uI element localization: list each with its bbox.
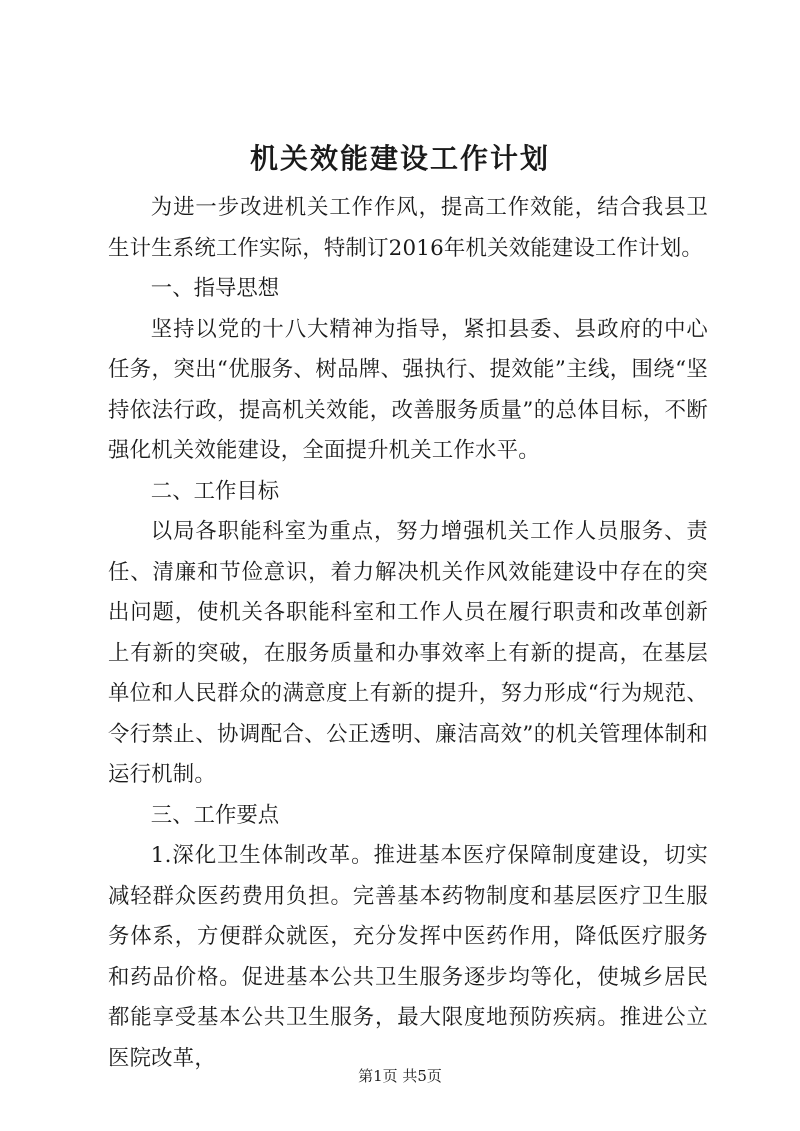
page-indicator: 第1页 共5页 bbox=[358, 1067, 442, 1085]
intro-paragraph: 为进一步改进机关工作作风，提高工作效能，结合我县卫生计生系统工作实际，特制订2016年机关效能建设工作计划。 bbox=[108, 195, 708, 261]
document-title: 机关效能建设工作计划 bbox=[249, 142, 550, 175]
section-heading-guiding-thought: 一、指导思想 bbox=[150, 276, 280, 301]
section-paragraph-guiding-thought: 坚持以党的十八大精神为指导，紧扣县委、县政府的中心任务，突出“优服务、树品牌、强执行、提效能”主线，围绕“坚持依法行政，提高机关效能，改善服务质量”的总体目标，不断强化机关效能建设，全面提升机关工作水平。 bbox=[108, 316, 708, 463]
section-paragraph-work-points: 1.深化卫生体制改革。推进基本医疗保障制度建设，切实减轻群众医药费用负担。完善基本药物制度和基层医疗卫生服务体系，方便群众就医，充分发挥中医药作用，降低医疗服务和药品价格。促进基本公共卫生服务逐步均等化，使城乡居民都能享受基本公共卫生服务，最大限度地预防疾病。推进公立医院改革， bbox=[108, 843, 708, 1071]
document-body bbox=[108, 188, 708, 1079]
section-heading-work-goals: 二、工作目标 bbox=[150, 478, 280, 504]
section-paragraph-work-goals: 以局各职能科室为重点，努力增强机关工作人员服务、责任、清廉和节俭意识，着力解决机关作风效能建设中存在的突出问题，使机关各职能科室和工作人员在履行职责和改革创新上有新的突破，在服务质量和办事效率上有新的提高，在基层单位和人民群众的满意度上有新的提升，努力形成“行为规范、令行禁止、协调配合、公正透明、廉洁高效”的机关管理体制和运行机制。 bbox=[108, 519, 708, 787]
section-heading-work-points: 三、工作要点 bbox=[150, 802, 280, 828]
